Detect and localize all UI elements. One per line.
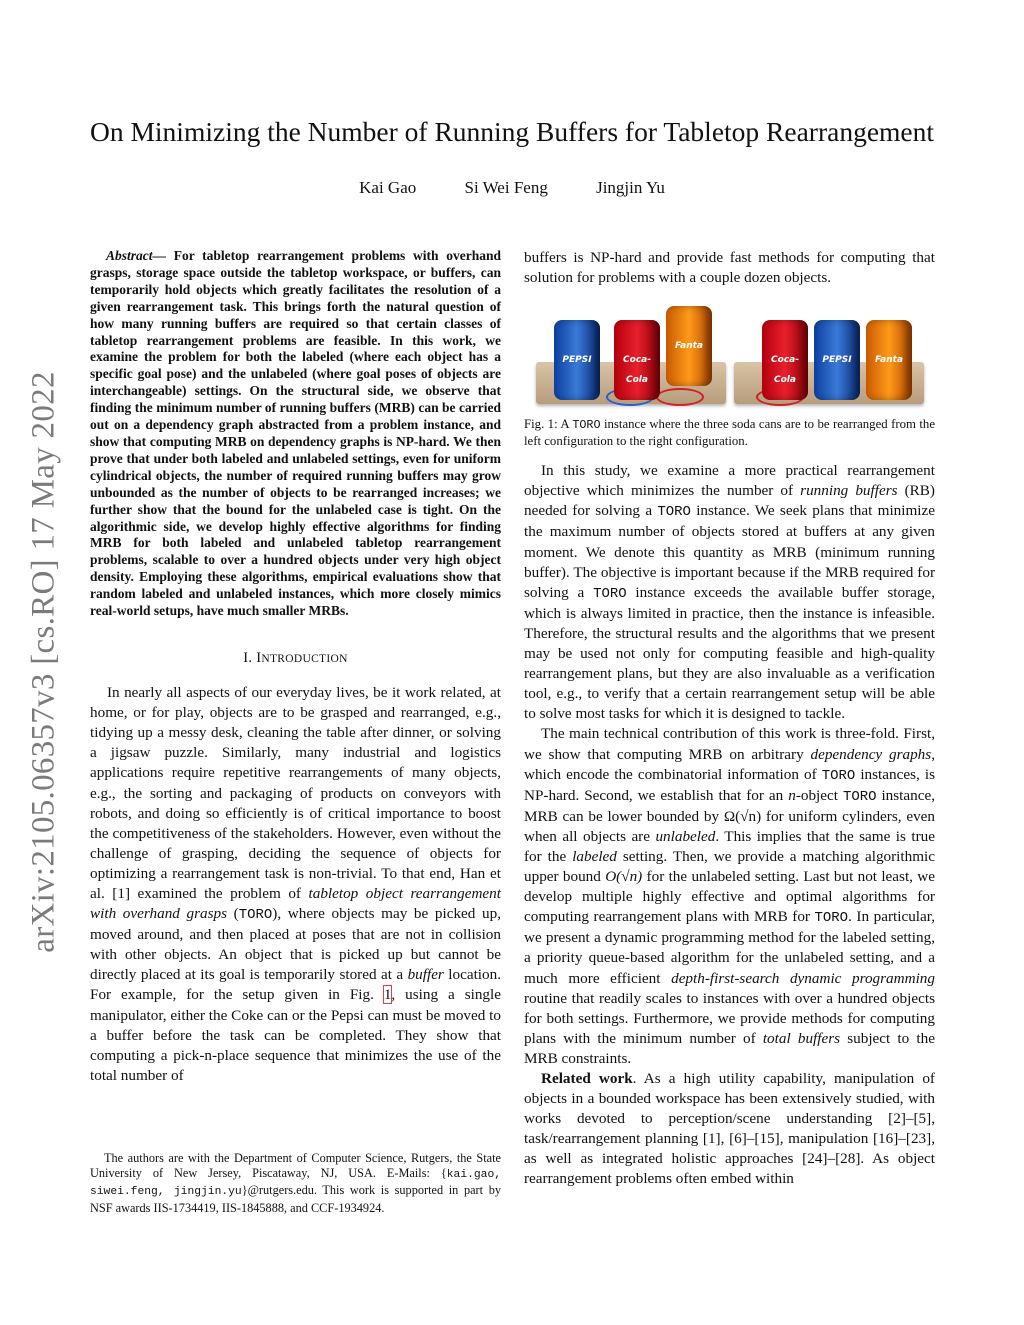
- goal-configuration-image: [734, 306, 924, 406]
- fanta-can: Fanta: [866, 320, 912, 400]
- left-column: [90, 248, 501, 1086]
- coke-can: Coca-Cola: [762, 320, 808, 400]
- coke-can: Coca-Cola: [614, 320, 660, 400]
- arxiv-identifier: arXiv:2105.06357v3 [cs.RO] 17 May 2022: [25, 371, 62, 953]
- paragraph-related-work: Related work. As a high utility capability, manipulation of objects in a bounded workspace has been extensively studied, with works devoted to perception/scene understanding [2]–[5], task/rearrangement planning [1], [6]–[15], manipulation [16]–[23], as well as integrated holistic approaches [24]–[28]. As object rearrangement problems often embed within: [524, 1070, 935, 1188]
- start-configuration-image: [536, 306, 726, 406]
- pepsi-can: PEPSI: [814, 320, 860, 400]
- pepsi-can: PEPSI: [554, 320, 600, 400]
- abstract-label: Abstract—: [106, 248, 167, 263]
- right-column: [524, 248, 935, 1190]
- figure-soda-cans: [524, 306, 935, 406]
- author: Si Wei Feng: [464, 178, 548, 197]
- paper-title: On Minimizing the Number of Running Buffers for Tabletop Rearrangement: [89, 116, 935, 147]
- author-list: [0, 178, 1024, 198]
- author: Kai Gao: [359, 178, 417, 197]
- author: Jingjin Yu: [596, 178, 665, 197]
- paragraph-contribution: The main technical contribution of this work is three-fold. First, we show that computing MRB on arbitrary dependency graphs, which encode the combinatorial information of TORO instances, is NP-hard. Second, we establish that for an n-object TORO instance, MRB can be lower bounded by Ω(√n) for uniform cylinders, even when all objects are unlabeled. This implies that the same is true for the labeled setting. Then, we provide a matching algorithmic upper bound O(√n) for the unlabeled setting. Last but not least, we develop multiple highly effective and optimal algorithms for computing rearrangement plans with MRB for TORO. In particular, we present a dynamic programming method for the labeled setting, a priority queue-based algorithm for the unlabeled setting, and a much more efficient depth-first-search dynamic programming routine that readily scales to instances with over a hundred objects for both settings. Furthermore, we provide methods for computing plans with the minimum number of total buffers subject to the MRB constraints.: [524, 725, 936, 1067]
- figure-caption: Fig. 1: A TORO instance where the three soda cans are to be rearranged from the left configuration to the right configuration.: [524, 417, 935, 449]
- footnote: The authors are with the Department of Computer Science, Rutgers, the State University of New Jersey, Piscataway, NJ, USA. E-Mails: {kai.gao, siwei.feng, jingjin.yu}@rutgers.edu. This work is supported in part by NSF awards IIS-1734419, IIS-1845888, and CCF-1934924.: [90, 1151, 501, 1215]
- figure-link[interactable]: 1: [383, 986, 392, 1004]
- fanta-can: Fanta: [666, 306, 712, 386]
- continued-paragraph: buffers is NP-hard and provide fast methods for computing that solution for problems with a couple dozen objects.: [524, 249, 935, 287]
- intro-paragraph: In nearly all aspects of our everyday lives, be it work related, at home, or for play, objects are to be grasped and rearranged, e.g., tidying up a messy desk, cleaning the table after dinner, or solving a jigsaw puzzle. Similarly, many industrial and logistics applications require repetitive rearrangements of many objects, e.g., the sorting and packaging of products on conveyors with robots, and doing so efficiently is of critical importance to boost the competitiveness of the stakeholders. However, even without the challenge of grasping, deciding the sequence of objects for optimizing a rearrangement task is non-trivial. To that end, Han et al. [1] examined the problem of tabletop object rearrangement with overhand grasps (TORO), where objects may be picked up, moved around, and then placed at poses that are not in collision with other objects. An object that is picked up but cannot be directly placed at its goal is temporarily stored at a buffer location. For example, for the setup given in Fig. 1, using a single manipulator, either the Coke can or the Pepsi can must be moved to a buffer before the task can be completed. They show that computing a pick-n-place sequence that minimizes the use of the total number of: [90, 684, 501, 1084]
- abstract: [90, 248, 501, 620]
- abstract-text: For tabletop rearrangement problems with overhand grasps, storage space outside the tabletop workspace, or buffers, can temporarily hold objects which greatly facilitates the resolution of a given rearrangement task. This brings forth the natural question of how many running buffers are required so that certain classes of tabletop rearrangement problems are feasible. In this work, we examine the problem for both the labeled (where each object has a specific goal pose) and the unlabeled (where goal poses of objects are interchangeable) settings. On the structural side, we observe that finding the minimum number of running buffers (MRB) can be carried out on a dependency graph abstracted from a problem instance, and show that computing MRB on dependency graphs is NP-hard. We then prove that under both labeled and unlabeled settings, even for uniform cylindrical objects, the number of required running buffers may grow unbounded as the number of objects to be rearranged increases; we further show that the bound for the unlabeled case is tight. On the algorithmic side, we develop highly effective algorithms for finding MRB for both labeled and unlabeled tabletop rearrangement problems, scalable to over a hundred objects under very high object density. Employing these algorithms, empirical evaluations show that random labeled and unlabeled instances, which more closely mimics real-world setups, have much smaller MRBs.: [90, 248, 501, 619]
- section-heading-introduction: I. INTRODUCTION: [243, 649, 348, 666]
- paragraph-study: In this study, we examine a more practical rearrangement objective which minimizes the number of running buffers (RB) needed for solving a TORO instance. We seek plans that minimize the maximum number of objects stored at buffers at any given moment. We denote this quantity as MRB (minimum running buffer). The objective is important because if the MRB required for solving a TORO instance exceeds the available buffer storage, which is always limited in practice, then the instance is infeasible. Therefore, the structural results and the algorithms that we present may be used not only for computing feasible and high-quality rearrangement plans, but they are also invaluable as a verification tool, e.g., to verify that a certain rearrangement setup will be able to solve most tasks for which it is designed to tackle.: [524, 462, 936, 723]
